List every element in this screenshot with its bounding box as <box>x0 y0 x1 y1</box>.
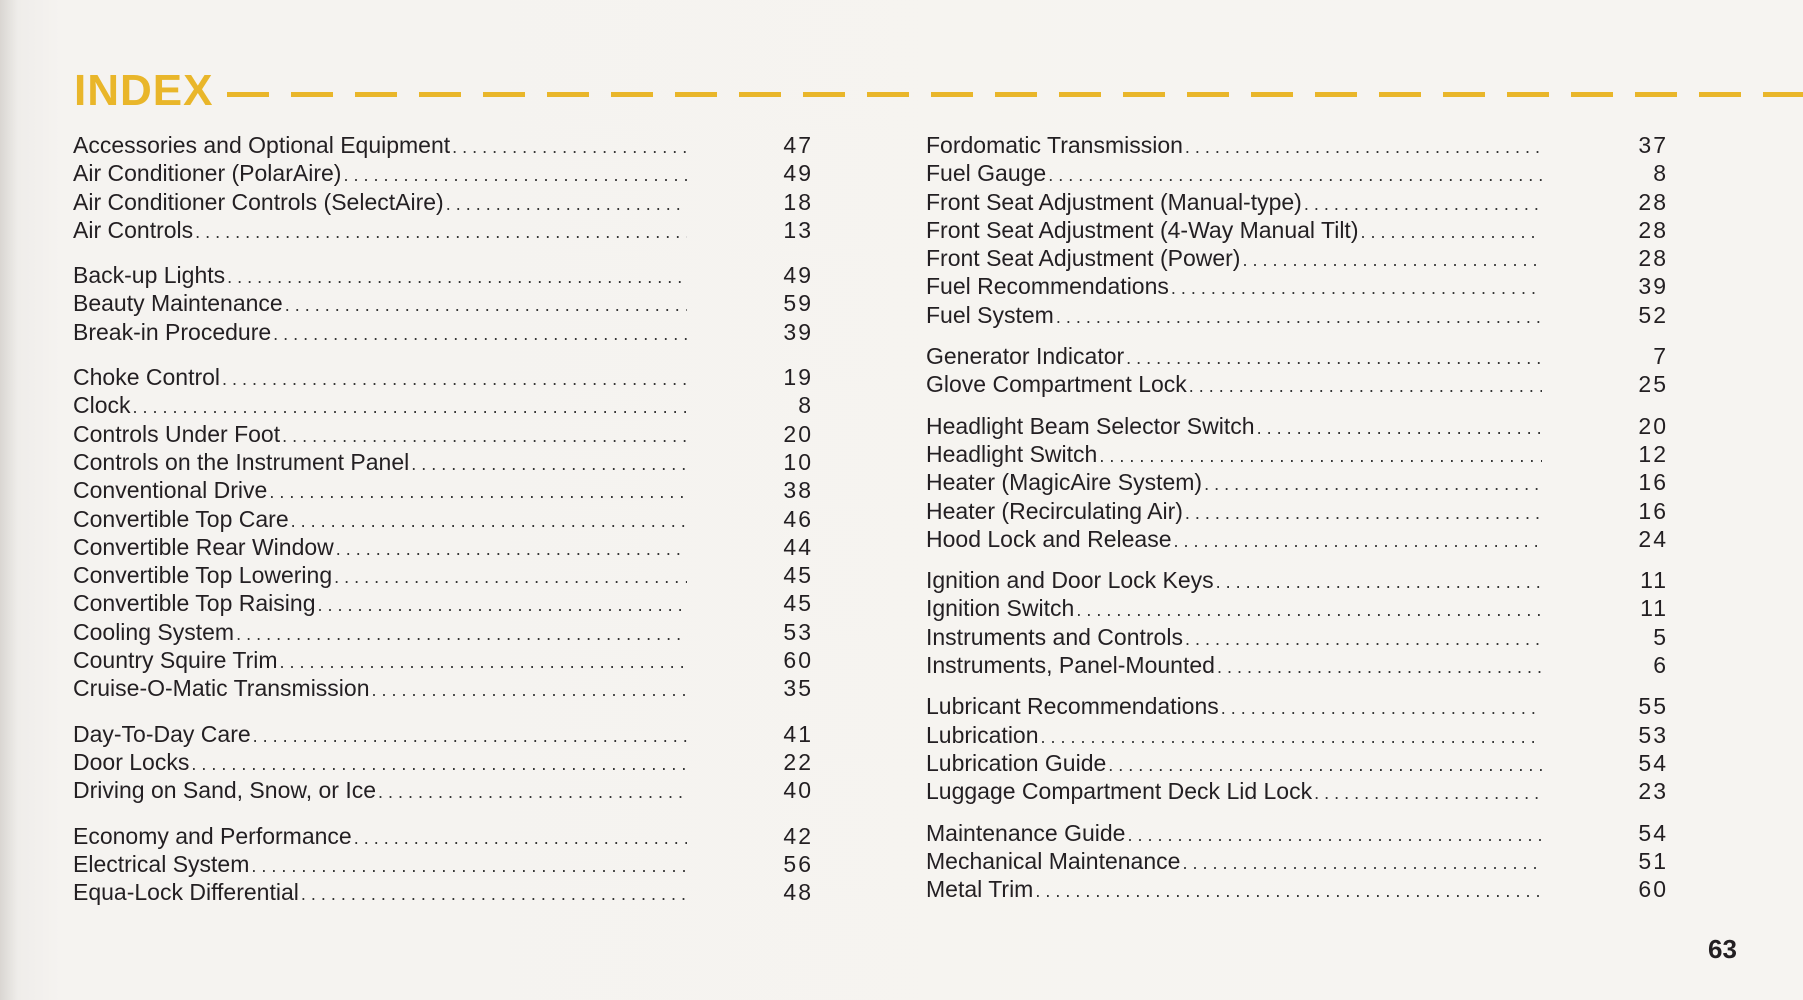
entry-label: Lubricant Recommendations <box>926 693 1219 720</box>
index-entry <box>73 290 813 318</box>
index-entry <box>73 449 813 477</box>
entry-page-number: 20 <box>1638 412 1668 439</box>
index-group <box>926 567 1668 680</box>
index-entry <box>73 675 813 703</box>
entry-label: Fuel System <box>926 301 1054 328</box>
dot-leader <box>282 426 687 447</box>
entry-page-number: 19 <box>783 364 813 391</box>
dot-leader <box>269 482 687 503</box>
entry-page-number: 59 <box>783 290 813 317</box>
index-group <box>926 820 1668 905</box>
entry-page-number: 45 <box>783 562 813 589</box>
index-entry <box>926 343 1668 371</box>
entry-page-number: 49 <box>783 262 813 289</box>
entry-label: Economy and Performance <box>73 822 352 849</box>
index-entry <box>926 526 1668 554</box>
index-entry <box>73 749 813 777</box>
entry-page-number: 41 <box>783 720 813 747</box>
entry-page-number: 7 <box>1653 343 1668 370</box>
dot-leader <box>222 369 687 390</box>
entry-label: Air Controls <box>73 216 194 243</box>
entry-page-number: 54 <box>1638 749 1668 776</box>
index-entry <box>73 506 813 534</box>
entry-page-number: 42 <box>783 822 813 849</box>
dot-leader <box>1185 137 1542 158</box>
index-group <box>73 823 813 908</box>
entry-page-number: 60 <box>1638 876 1668 903</box>
index-entry <box>926 624 1668 652</box>
index-entry <box>926 371 1668 399</box>
entry-page-number: 22 <box>783 748 813 775</box>
index-entry <box>926 469 1668 497</box>
index-entry <box>73 879 813 907</box>
entry-label: Lubrication Guide <box>926 749 1107 776</box>
index-entry <box>926 722 1668 750</box>
entry-label: Air Conditioner (PolarAire) <box>73 160 342 187</box>
dot-leader <box>411 454 687 475</box>
index-entry <box>73 132 813 160</box>
index-entry <box>73 647 813 675</box>
entry-label: Heater (MagicAire System) <box>926 469 1203 496</box>
entry-page-number: 10 <box>783 448 813 475</box>
index-entry <box>73 319 813 347</box>
index-entry <box>926 876 1668 904</box>
entry-page-number: 39 <box>783 318 813 345</box>
entry-label: Headlight Switch <box>926 440 1098 467</box>
dot-leader <box>343 165 687 186</box>
entry-label: Back-up Lights <box>73 262 226 289</box>
dot-leader <box>291 511 687 532</box>
dot-leader <box>1217 657 1542 678</box>
dot-leader <box>452 137 687 158</box>
entry-page-number: 55 <box>1638 693 1668 720</box>
dot-leader <box>1185 503 1542 524</box>
entry-page-number: 56 <box>783 850 813 877</box>
dot-leader <box>280 652 687 673</box>
index-entry <box>73 392 813 420</box>
dot-leader <box>1127 825 1542 846</box>
index-entry <box>73 619 813 647</box>
entry-label: Day-To-Day Care <box>73 720 251 747</box>
dot-leader <box>318 595 688 616</box>
dot-leader <box>251 856 687 877</box>
dot-leader <box>372 680 688 701</box>
entry-label: Headlight Beam Selector Switch <box>926 412 1255 439</box>
index-entry <box>926 189 1668 217</box>
dot-leader <box>1048 165 1542 186</box>
dot-leader <box>1304 194 1542 215</box>
entry-page-number: 8 <box>798 392 813 419</box>
dot-leader <box>1314 783 1542 804</box>
entry-page-number: 28 <box>1638 188 1668 215</box>
dot-leader <box>1242 250 1542 271</box>
entry-page-number: 53 <box>1638 721 1668 748</box>
index-entry <box>926 778 1668 806</box>
index-entry <box>73 721 813 749</box>
entry-label: Conventional Drive <box>73 477 268 504</box>
index-entry <box>73 217 813 245</box>
entry-page-number: 35 <box>783 675 813 702</box>
dot-leader <box>1182 853 1542 874</box>
entry-label: Cooling System <box>73 618 235 645</box>
index-entry <box>926 750 1668 778</box>
index-entry <box>73 562 813 590</box>
dot-leader <box>1108 755 1542 776</box>
index-group <box>926 413 1668 554</box>
index-entry <box>73 851 813 879</box>
entry-label: Convertible Rear Window <box>73 533 334 560</box>
entry-label: Controls Under Foot <box>73 420 281 447</box>
index-entry <box>926 498 1668 526</box>
index-group <box>926 132 1668 330</box>
entry-label: Metal Trim <box>926 876 1034 903</box>
entry-label: Heater (Recirculating Air) <box>926 497 1183 524</box>
index-group <box>73 364 813 704</box>
index-group <box>73 721 813 806</box>
dot-leader <box>446 194 687 215</box>
index-entry <box>926 245 1668 273</box>
dot-leader <box>1056 307 1542 328</box>
index-entry <box>73 534 813 562</box>
entry-page-number: 37 <box>1638 132 1668 158</box>
entry-label: Clock <box>73 392 131 419</box>
dot-leader <box>1035 881 1542 902</box>
index-entry <box>926 160 1668 188</box>
entry-label: Door Locks <box>73 748 190 775</box>
dot-leader <box>334 567 687 588</box>
entry-label: Ignition and Door Lock Keys <box>926 567 1214 594</box>
entry-label: Cruise-O-Matic Transmission <box>73 675 370 702</box>
index-entry <box>73 421 813 449</box>
entry-label: Fuel Gauge <box>926 160 1047 187</box>
entry-page-number: 40 <box>783 777 813 804</box>
entry-label: Choke Control <box>73 364 221 391</box>
index-entry <box>926 848 1668 876</box>
index-group <box>73 132 813 245</box>
entry-label: Country Squire Trim <box>73 647 278 674</box>
index-entry <box>926 652 1668 680</box>
dashed-rule <box>227 92 1803 97</box>
index-entry <box>926 413 1668 441</box>
index-group <box>926 343 1668 400</box>
entry-page-number: 24 <box>1638 525 1668 552</box>
dot-leader <box>1174 531 1543 552</box>
entry-page-number: 25 <box>1638 371 1668 398</box>
entry-label: Convertible Top Lowering <box>73 562 333 589</box>
index-entry <box>926 441 1668 469</box>
dot-leader <box>1216 572 1542 593</box>
entry-label: Fuel Recommendations <box>926 273 1169 300</box>
entry-page-number: 18 <box>783 188 813 215</box>
entry-page-number: 51 <box>1638 847 1668 874</box>
dot-leader <box>1257 418 1542 439</box>
entry-page-number: 54 <box>1638 819 1668 846</box>
entry-page-number: 16 <box>1638 469 1668 496</box>
entry-page-number: 5 <box>1653 623 1668 650</box>
page-number: 63 <box>1708 934 1737 964</box>
entry-page-number: 11 <box>1640 595 1668 622</box>
entry-label: Maintenance Guide <box>926 819 1126 846</box>
entry-page-number: 12 <box>1638 440 1668 467</box>
entry-page-number: 47 <box>783 132 813 158</box>
entry-page-number: 53 <box>783 618 813 645</box>
entry-label: Glove Compartment Lock <box>926 371 1187 398</box>
entry-page-number: 46 <box>783 505 813 532</box>
entry-label: Electrical System <box>73 850 250 877</box>
dot-leader <box>378 782 687 803</box>
entry-page-number: 28 <box>1638 216 1668 243</box>
dot-leader <box>1204 474 1542 495</box>
index-group <box>73 262 813 347</box>
dot-leader <box>1076 600 1542 621</box>
entry-page-number: 48 <box>783 879 813 906</box>
entry-label: Break-in Procedure <box>73 318 272 345</box>
dot-leader <box>227 267 687 288</box>
entry-label: Fordomatic Transmission <box>926 132 1183 158</box>
entry-label: Convertible Top Raising <box>73 590 316 617</box>
dot-leader <box>301 884 687 905</box>
entry-label: Air Conditioner Controls (SelectAire) <box>73 188 444 215</box>
entry-label: Driving on Sand, Snow, or Ice <box>73 777 376 804</box>
entry-label: Mechanical Maintenance <box>926 847 1181 874</box>
dot-leader <box>273 324 687 345</box>
dot-leader <box>1171 278 1542 299</box>
index-group <box>926 693 1668 806</box>
entry-label: Ignition Switch <box>926 595 1075 622</box>
index-entry <box>926 567 1668 595</box>
entry-label: Beauty Maintenance <box>73 290 283 317</box>
dot-leader <box>191 754 687 775</box>
entry-page-number: 39 <box>1638 273 1668 300</box>
entry-page-number: 8 <box>1653 160 1668 187</box>
dot-leader <box>236 624 687 645</box>
entry-page-number: 45 <box>783 590 813 617</box>
index-column-right <box>926 132 1668 917</box>
index-entry <box>926 595 1668 623</box>
index-entry <box>73 590 813 618</box>
dot-leader <box>336 539 687 560</box>
index-entry <box>73 262 813 290</box>
entry-label: Front Seat Adjustment (Manual-type) <box>926 188 1302 215</box>
entry-page-number: 6 <box>1653 652 1668 679</box>
index-entry <box>73 777 813 805</box>
entry-label: Hood Lock and Release <box>926 525 1172 552</box>
dot-leader <box>1099 446 1542 467</box>
dot-leader <box>1185 629 1542 650</box>
entry-page-number: 44 <box>783 533 813 560</box>
entry-label: Controls on the Instrument Panel <box>73 448 410 475</box>
dot-leader <box>133 397 687 418</box>
entry-page-number: 52 <box>1638 301 1668 328</box>
dot-leader <box>285 295 687 316</box>
index-entry <box>926 693 1668 721</box>
entry-label: Instruments, Panel-Mounted <box>926 652 1215 679</box>
dot-leader <box>1126 348 1542 369</box>
entry-label: Equa-Lock Differential <box>73 879 299 906</box>
entry-page-number: 13 <box>783 216 813 243</box>
entry-page-number: 60 <box>783 647 813 674</box>
index-header <box>74 66 1803 116</box>
index-entry <box>926 217 1668 245</box>
entry-page-number: 28 <box>1638 245 1668 272</box>
dot-leader <box>1221 698 1542 719</box>
entry-page-number: 23 <box>1638 778 1668 805</box>
index-entry <box>73 189 813 217</box>
index-entry <box>73 823 813 851</box>
index-entry <box>73 160 813 188</box>
entry-page-number: 20 <box>783 420 813 447</box>
dot-leader <box>1189 376 1542 397</box>
dot-leader <box>1041 727 1542 748</box>
index-entry <box>926 302 1668 330</box>
entry-label: Front Seat Adjustment (Power) <box>926 245 1241 272</box>
entry-page-number: 11 <box>1640 567 1668 594</box>
index-entry <box>926 273 1668 301</box>
entry-page-number: 16 <box>1638 497 1668 524</box>
entry-label: Generator Indicator <box>926 343 1125 370</box>
dot-leader <box>354 828 687 849</box>
entry-label: Lubrication <box>926 721 1039 748</box>
index-column-left <box>73 132 813 924</box>
entry-label: Accessories and Optional Equipment <box>73 132 451 158</box>
index-entry <box>73 364 813 392</box>
index-title: INDEX <box>74 66 214 115</box>
entry-page-number: 38 <box>783 477 813 504</box>
entry-page-number: 49 <box>783 160 813 187</box>
index-entry <box>73 477 813 505</box>
dot-leader <box>1360 222 1542 243</box>
index-entry <box>926 820 1668 848</box>
entry-label: Convertible Top Care <box>73 505 289 532</box>
dot-leader <box>253 726 687 747</box>
entry-label: Instruments and Controls <box>926 623 1183 650</box>
entry-label: Front Seat Adjustment (4-Way Manual Tilt) <box>926 216 1359 243</box>
index-entry <box>926 132 1668 160</box>
dot-leader <box>195 222 687 243</box>
entry-label: Luggage Compartment Deck Lid Lock <box>926 778 1313 805</box>
